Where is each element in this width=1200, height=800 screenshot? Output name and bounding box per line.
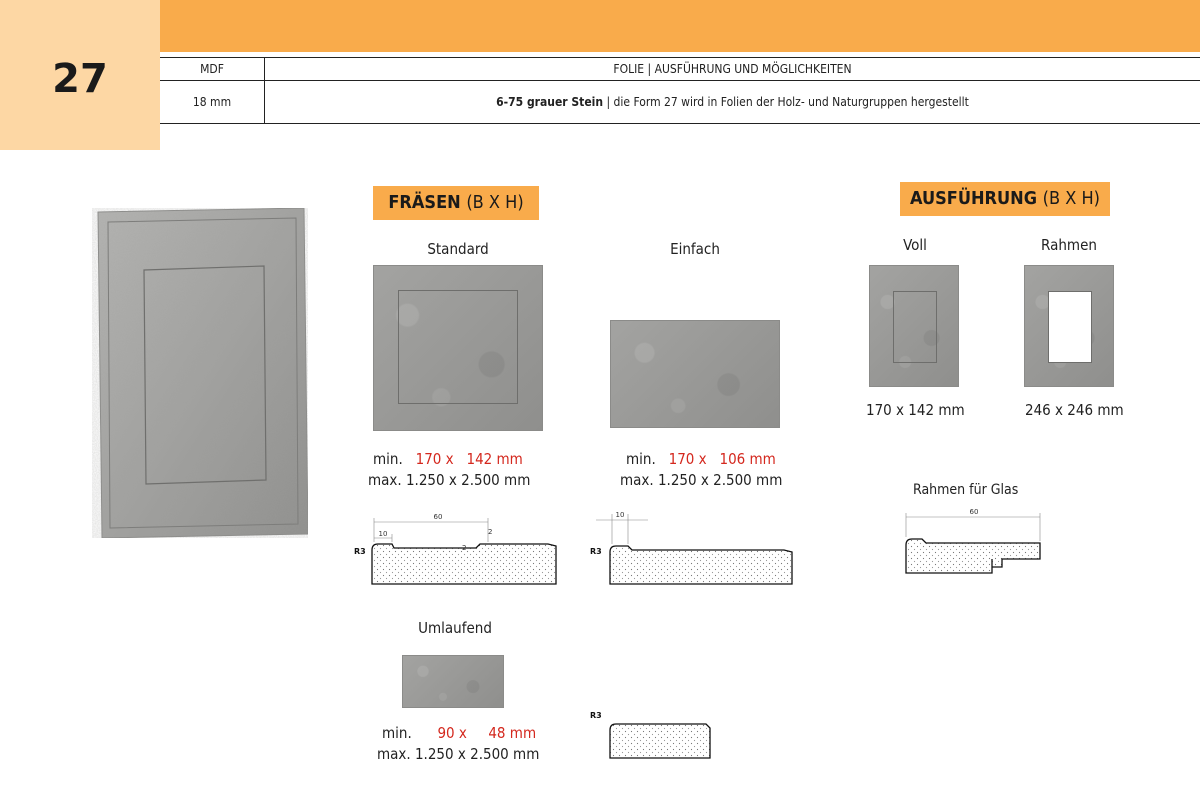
einfach-profile-drawing [588,508,796,588]
einfach-min [626,450,776,468]
spec-color-name: 6-75 grauer Stein [496,95,604,109]
umlaufend-profile-drawing [588,706,718,766]
spec-col2-header: FOLIE | AUSFÜHRUNG UND MÖGLICHKEITEN [613,62,852,76]
umlaufend-radius: R3 [590,711,602,720]
ausfuehrung-title: AUSFÜHRUNG [910,188,1038,209]
standard-min [373,450,523,468]
standard-panel [373,265,543,431]
standard-dim-left: 10 [378,530,388,538]
einfach-min-width: 170 x [668,450,707,468]
einfach-dim: 10 [615,511,625,519]
einfach-min-prefix: min. [626,450,656,468]
voll-size: 170 x 142 mm [866,401,965,419]
standard-dim-depth: 2 [462,544,467,552]
fraesen-title: FRÄSEN [388,192,461,213]
glas-dim: 60 [969,508,979,516]
spec-description: | die Form 27 wird in Folien der Holz- und Naturgruppen hergestellt [603,95,969,109]
rahmen-glas-profile-drawing [898,503,1050,583]
einfach-radius: R3 [590,547,602,556]
rahmen-size: 246 x 246 mm [1025,401,1124,419]
umlaufend-max: max. 1.250 x 2.500 mm [377,745,540,763]
standard-min-height: 142 mm [466,450,523,468]
umlaufend-min [382,724,536,742]
door-preview [92,208,308,538]
model-number: 27 [52,56,108,102]
standard-max: max. 1.250 x 2.500 mm [368,471,531,489]
standard-profile-drawing [352,508,560,588]
spec-table [160,57,1200,124]
voll-panel [869,265,959,387]
ausfuehrung-heading [900,182,1110,216]
einfach-min-height: 106 mm [719,450,776,468]
umlaufend-min-width: 90 x [437,724,467,742]
rahmen-glas-label: Rahmen für Glas [913,482,1019,498]
standard-dim-total: 60 [433,513,443,521]
standard-radius: R3 [354,547,366,556]
einfach-label: Einfach [670,240,720,258]
spec-col2-value [265,95,1200,109]
einfach-max: max. 1.250 x 2.500 mm [620,471,783,489]
fraesen-heading [373,186,539,220]
rahmen-panel-opening [1048,291,1092,363]
spec-col1-header: MDF [200,62,224,76]
voll-panel-groove [893,291,937,363]
umlaufend-panel [402,655,504,708]
standard-min-width: 170 x [415,450,454,468]
umlaufend-min-height: 48 mm [488,724,537,742]
ausfuehrung-title-paren: (B X H) [1042,188,1100,209]
rahmen-label: Rahmen [1041,236,1097,254]
einfach-panel [610,320,780,428]
header-bar [0,0,1200,52]
fraesen-title-paren: (B X H) [466,192,524,213]
umlaufend-min-prefix: min. [382,724,412,742]
rahmen-panel [1024,265,1114,387]
standard-min-prefix: min. [373,450,403,468]
standard-label: Standard [427,240,489,258]
standard-dim-right: 2 [488,528,493,536]
umlaufend-label: Umlaufend [418,619,492,637]
voll-label: Voll [903,236,927,254]
spec-col1-value: 18 mm [192,95,232,109]
standard-panel-groove [398,290,518,404]
